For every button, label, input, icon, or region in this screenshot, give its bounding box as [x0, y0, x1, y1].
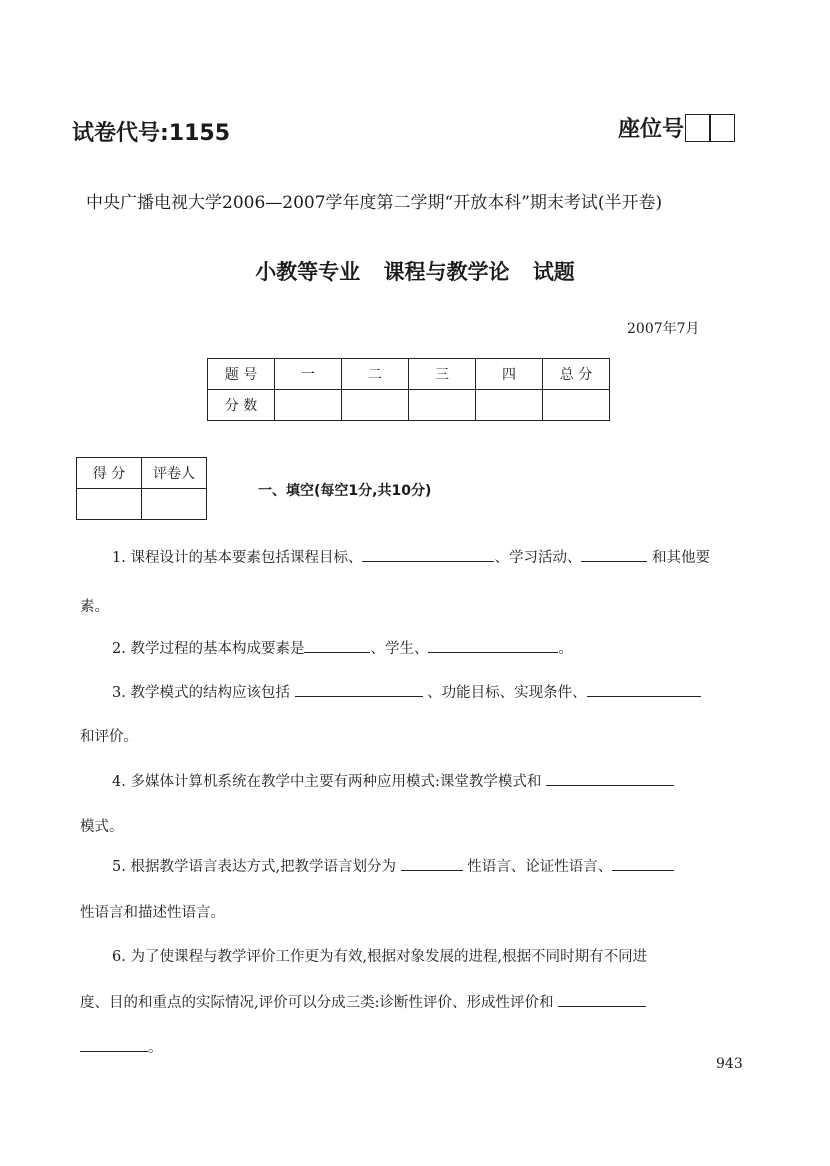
question-text: 3. 教学模式的结构应该包括: [112, 685, 295, 701]
answer-blank[interactable]: [558, 992, 646, 1007]
score-table: [207, 358, 610, 421]
score-cell-header: 二: [342, 359, 409, 390]
score-cell-header: 四: [476, 359, 543, 390]
question-text: 。: [148, 1040, 163, 1056]
exam-header: 中央广播电视大学2006—2007学年度第二学期“开放本科”期末考试(半开卷): [86, 193, 663, 213]
seat-box: [709, 114, 735, 142]
question-4: [112, 771, 674, 792]
title-kind: 试题: [532, 260, 575, 284]
question-text: 度、目的和重点的实际情况,评价可以分成三类:诊断性评价、形成性评价和: [80, 995, 559, 1011]
title-major: 小教等专业: [255, 260, 361, 284]
score-cell-label: 分 数: [208, 390, 275, 421]
score-cell-input[interactable]: [476, 390, 543, 421]
grader-name-cell[interactable]: [142, 489, 207, 520]
score-cell-input[interactable]: [342, 390, 409, 421]
question-5-continued: 性语言和描述性语言。: [80, 905, 225, 921]
question-text: 2. 教学过程的基本构成要素是: [112, 641, 305, 657]
grader-header-row: [77, 458, 207, 489]
answer-blank[interactable]: [546, 771, 674, 786]
question-text: 性语言、论证性语言、: [462, 859, 613, 875]
score-table-header-row: [208, 359, 610, 390]
answer-blank[interactable]: [80, 1037, 148, 1052]
score-cell-header: 一: [275, 359, 342, 390]
answer-blank[interactable]: [581, 547, 647, 562]
question-text: 和其他要: [647, 550, 711, 566]
page-number: 943: [716, 1056, 743, 1072]
grader-score-cell[interactable]: [77, 489, 142, 520]
question-text: 。: [558, 641, 573, 657]
question-text: 、功能目标、实现条件、: [422, 685, 587, 701]
score-cell-input[interactable]: [275, 390, 342, 421]
seat-label: 座位号: [618, 117, 685, 142]
question-6-continued: [80, 992, 646, 1013]
seat-box: [685, 114, 711, 142]
question-text: 、学习活动、: [494, 550, 582, 566]
question-1-continued: 素。: [80, 599, 109, 615]
score-cell-input[interactable]: [409, 390, 476, 421]
grader-score-label: 得 分: [77, 458, 142, 489]
question-text: 、学生、: [370, 641, 429, 657]
grader-name-label: 评卷人: [142, 458, 207, 489]
answer-blank[interactable]: [587, 682, 701, 697]
question-text: 1. 课程设计的基本要素包括课程目标、: [112, 550, 363, 566]
score-cell-label: 题 号: [208, 359, 275, 390]
score-cell-header: 三: [409, 359, 476, 390]
section-title: 一、填空(每空1分,共10分): [258, 483, 432, 499]
question-text: 5. 根据教学语言表达方式,把教学语言划分为: [112, 859, 401, 875]
seat-number: [618, 112, 735, 143]
answer-blank[interactable]: [612, 856, 674, 871]
question-4-continued: 模式。: [80, 819, 124, 835]
question-2: [112, 638, 573, 659]
question-text: 4. 多媒体计算机系统在教学中主要有两种应用模式:课堂教学模式和: [112, 774, 546, 790]
question-6-end: [80, 1037, 163, 1058]
title-course: 课程与教学论: [383, 260, 510, 284]
seat-boxes: [686, 114, 735, 142]
question-6: 6. 为了使课程与教学评价工作更为有效,根据对象发展的进程,根据不同时期有不同进: [112, 949, 648, 965]
grader-table: [76, 457, 207, 520]
grader-value-row: [77, 489, 207, 520]
exam-date: 2007年7月: [627, 321, 700, 337]
score-table-value-row: [208, 390, 610, 421]
exam-title: [0, 256, 830, 286]
answer-blank[interactable]: [401, 856, 463, 871]
answer-blank[interactable]: [295, 682, 423, 697]
answer-blank[interactable]: [304, 638, 370, 653]
paper-code: 试卷代号:1155: [72, 121, 231, 146]
answer-blank[interactable]: [362, 547, 494, 562]
answer-blank[interactable]: [428, 638, 558, 653]
question-3: [112, 682, 701, 703]
score-cell-header: 总 分: [543, 359, 610, 390]
question-1: [112, 547, 710, 568]
question-5: [112, 856, 674, 877]
score-cell-input[interactable]: [543, 390, 610, 421]
question-3-continued: 和评价。: [80, 729, 138, 745]
